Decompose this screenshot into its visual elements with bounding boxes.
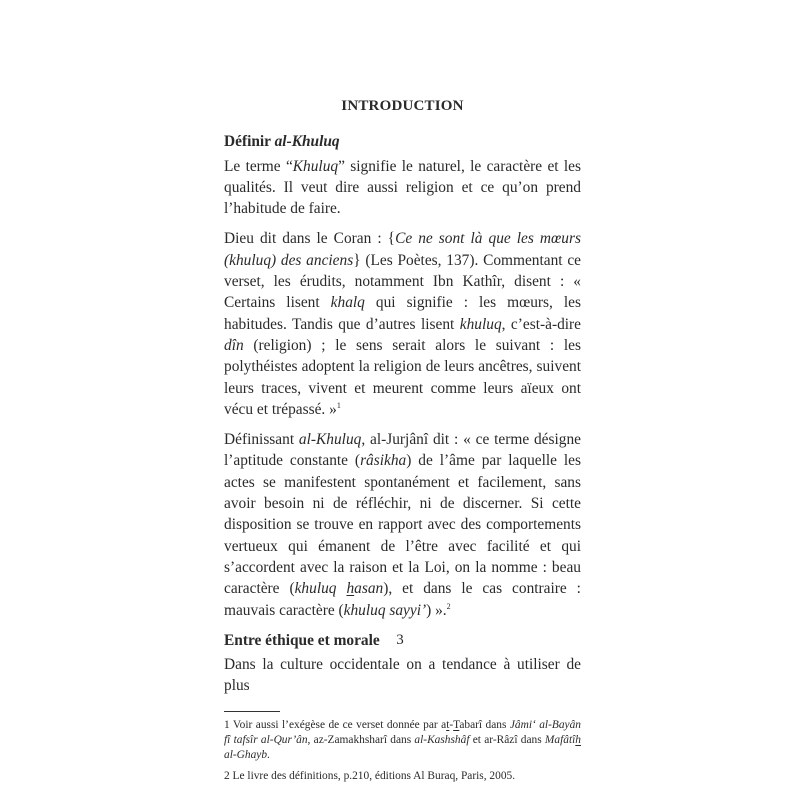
text-span: .	[267, 749, 270, 762]
text-span: Définissant	[224, 431, 299, 449]
paragraph-2	[224, 228, 581, 420]
italic-term: khuluq	[294, 580, 347, 598]
text-span: -	[449, 718, 454, 731]
text-span: et ar-Râzî dans	[469, 733, 545, 746]
footnote-ref-2[interactable]: 2	[446, 601, 451, 611]
italic-term: khuluq sayyi’	[343, 601, 427, 619]
footnote-divider	[224, 711, 280, 712]
footnote-ref-1[interactable]: 1	[336, 400, 341, 410]
italic-term: khalq	[330, 294, 365, 312]
text-span: abarî dans	[459, 718, 510, 731]
text-span: ) de l’âme par laquelle les actes se manifestent spontanément et facilement, sans avoir besoin ni de réfléchir, ni de discerner. Si cette disposition se trouve en rapport avec des comportements vertueux qui émanent de l’être avec facilité et qui s’accordent avec la raison et la Loi, on la nomme : beau caractère (	[224, 452, 581, 598]
italic-term: dîn	[224, 336, 244, 354]
underlined-letter: h	[575, 733, 581, 746]
text-span: ” signifie le naturel, le caractère et les qualités. Il veut dire aussi religion et ce qu’on prend l’habitude de faire.	[224, 157, 581, 218]
paragraph-4: Dans la culture occidentale on a tendance à utiliser de plus	[224, 656, 581, 695]
page-content	[224, 88, 581, 791]
italic-title: al-Ghayb	[224, 749, 268, 762]
italic-term: khuluq	[459, 315, 502, 333]
italic-term: asan	[354, 580, 384, 598]
underlined-letter: t	[446, 718, 450, 731]
paragraph-1	[224, 156, 581, 220]
footnote-1	[224, 718, 581, 764]
text-span: , c’est-à-dire	[501, 315, 581, 333]
text-span: qui signifie : les mœurs, les habitudes. Tandis que d’autres lisent	[224, 294, 581, 333]
heading-text: Définir	[224, 133, 275, 151]
text-span: Dieu dit dans le Coran : {	[224, 230, 396, 248]
chapter-title: INTRODUCTION	[341, 98, 464, 114]
paragraph-3	[224, 429, 581, 621]
heading-term: al-Khuluq	[274, 133, 340, 151]
text-span: Le terme “	[224, 157, 293, 175]
section-heading-ethique: Entre éthique et morale	[224, 631, 380, 649]
text-span: , az-Zamakhsharî dans	[307, 733, 415, 746]
italic-term: al-Khuluq	[298, 431, 362, 449]
italic-title: Mafâtî	[544, 733, 576, 746]
italic-term: Khuluq	[292, 157, 339, 175]
footnotes	[224, 718, 581, 785]
page-number: 3	[396, 632, 404, 648]
section-heading-definir	[224, 131, 581, 152]
footnote-2: 2 Le livre des définitions, p.210, éditions Al Buraq, Paris, 2005.	[224, 770, 516, 783]
italic-title: Jâmi‘ al-Bayân fî tafsîr al-Qur’ân	[224, 718, 581, 746]
text-span: ), et dans le cas contraire : mauvais caractère (	[224, 580, 581, 619]
underlined-letter: T	[453, 718, 460, 731]
italic-term: râsikha	[360, 452, 407, 470]
text-span: ) ».	[426, 601, 447, 619]
text-span: , al-Jurjânî dit : « ce terme désigne l’aptitude constante (	[224, 431, 581, 470]
underlined-letter: h	[346, 580, 355, 598]
text-span: } (Les Poètes, 137). Commentant ce verset, les érudits, notamment Ibn Kathîr, disent : « Certains lisent	[224, 251, 581, 312]
text-span: (religion) ; le sens serait alors le suivant : les polythéistes adoptent la religion de leurs ancêtres, suivent leurs traces, vivent et meurent comme leurs aïeux ont vécu et trépassé. »	[224, 336, 581, 418]
italic-quote: Ce ne sont là que les mœurs (khuluq) des anciens	[224, 230, 581, 269]
text-span: 1 Voir aussi l’exégèse de ce verset donnée par a	[224, 718, 447, 731]
italic-title: al-Kashshâf	[414, 733, 470, 746]
